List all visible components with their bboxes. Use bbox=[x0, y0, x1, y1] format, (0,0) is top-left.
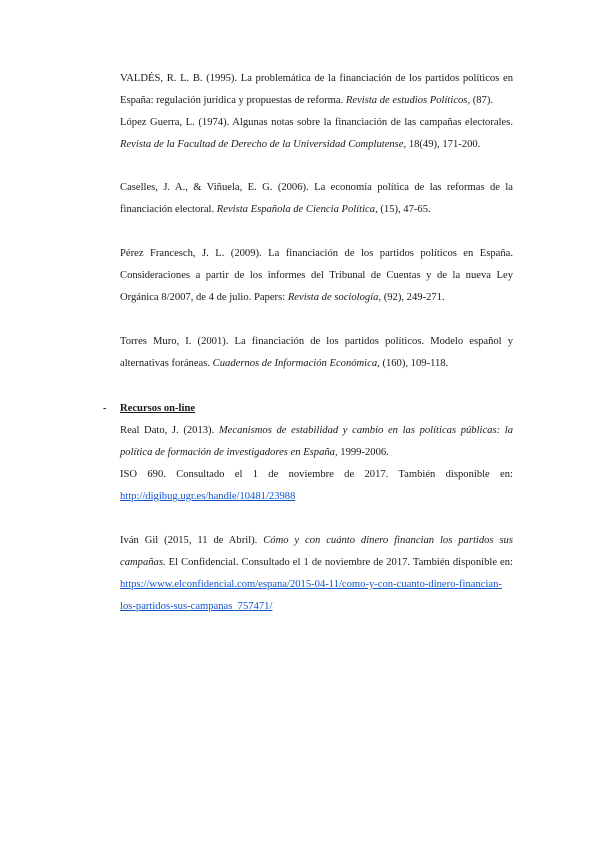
reference-torres-muro bbox=[120, 331, 513, 375]
list-dash: - bbox=[103, 403, 107, 414]
digibug-link[interactable]: http://digibug.ugr.es/handle/10481/23988 bbox=[120, 491, 296, 502]
access-note: ISO 690. Consultado el 1 de noviembre de 2017. También disponible en: bbox=[120, 469, 513, 480]
reference-real-dato bbox=[120, 420, 513, 464]
reference-text: Real Dato, J. (2013). bbox=[120, 425, 219, 436]
article-title: Cómo y con cuánto dinero financian los partidos sus campañas. bbox=[120, 535, 513, 568]
section-title: Recursos on-line bbox=[120, 403, 196, 414]
journal-title: Revista Española de Ciencia Política bbox=[216, 204, 376, 215]
reference-text: Pérez Francesch, J. L. (2009). La financiación de los partidos políticos en España. Consideraciones a partir de los informes del Tribunal de Cuentas y de la nueva Ley Orgánica 8/2007, de 4 de julio. Papers: bbox=[120, 248, 513, 303]
reference-perez-francesch bbox=[120, 243, 513, 309]
reference-valdes bbox=[120, 68, 513, 112]
reference-details: , 18(49), 171-200. bbox=[403, 139, 481, 150]
journal-title: Cuadernos de Información Económica bbox=[212, 358, 378, 369]
journal-title: Revista de la Facultad de Derecho de la Universidad Complutense bbox=[120, 139, 404, 150]
reference-details: , (15), 47-65. bbox=[375, 204, 431, 215]
reference-text: Iván Gil (2015, 11 de Abril). bbox=[120, 535, 264, 546]
journal-title: Revista de estudios Políticos bbox=[345, 95, 468, 106]
work-title: Mecanismos de estabilidad y cambio en las políticas públicas: la política de formación de investigadores en España bbox=[120, 425, 513, 458]
elconfidencial-link[interactable]: https://www.elconfidencial.com/espana/2015-04-11/como-y-con-cuanto-dinero-financian-los-partidos-sus-campanas_757471/ bbox=[120, 579, 502, 612]
online-resources-heading bbox=[103, 398, 513, 420]
reference-text: Torres Muro, I. (2001). La financiación de los partidos políticos. Modelo español y alternativas foráneas. bbox=[120, 336, 513, 369]
reference-real-dato-access bbox=[120, 464, 513, 508]
reference-lopez-guerra bbox=[120, 112, 513, 156]
reference-text: VALDÉS, R. L. B. (1995). La problemática de la financiación de los partidos políticos en España: regulación jurídica y propuestas de reforma. bbox=[120, 73, 513, 106]
bibliography bbox=[103, 68, 513, 618]
reference-details: , (87). bbox=[467, 95, 494, 106]
journal-title: Revista de sociología bbox=[287, 292, 379, 303]
reference-ivan-gil bbox=[120, 530, 513, 618]
reference-details: , 1999-2006. bbox=[334, 447, 389, 458]
reference-details: , (160), 109-118. bbox=[377, 358, 449, 369]
reference-text: Caselles, J. A., & Viñuela, E. G. (2006). La economía política de las reformas de la financiación electoral. bbox=[120, 182, 513, 215]
reference-text: López Guerra, L. (1974). Algunas notas sobre la financiación de las campañas electorales. bbox=[120, 117, 513, 128]
reference-caselles bbox=[120, 177, 513, 221]
reference-details: El Confidencial. Consultado el 1 de noviembre de 2017. También disponible en: bbox=[165, 557, 513, 568]
reference-details: , (92), 249-271. bbox=[378, 292, 445, 303]
